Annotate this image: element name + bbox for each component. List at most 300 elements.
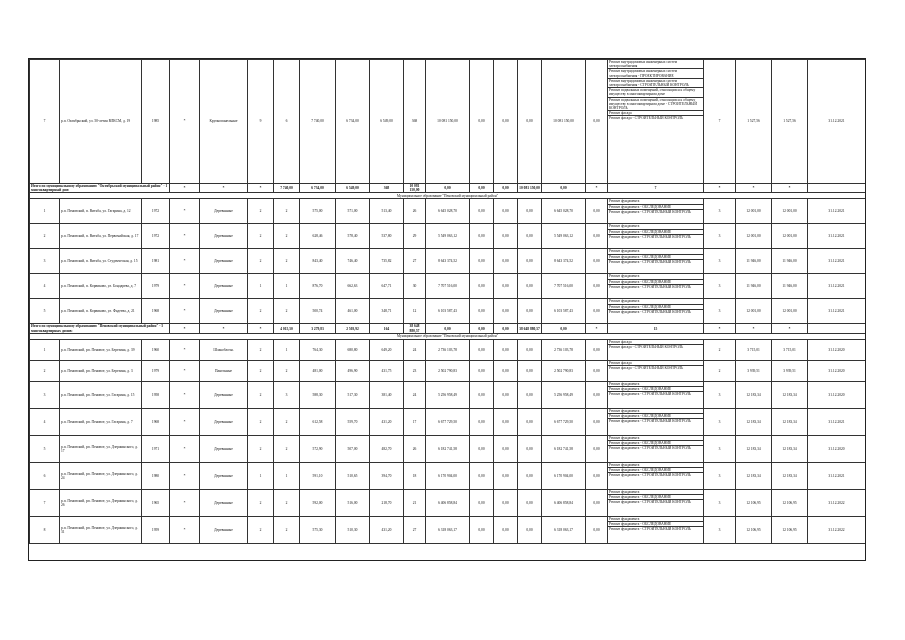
cell-z4: 0,00 [586, 516, 608, 543]
cell-wall: Деревянные [200, 274, 248, 299]
total-e2: * [704, 184, 736, 193]
cell-area3: 394,70 [370, 462, 404, 489]
cell-e1: 7 [704, 60, 736, 184]
cell-people: 21 [404, 489, 426, 516]
cell-area2: 559,70 [336, 408, 370, 435]
cell-c4: * [170, 199, 200, 224]
cell-year: 1979 [142, 360, 170, 381]
total-z4: 0,00 [542, 184, 586, 193]
cell-cost: 5 256 958,49 [426, 381, 470, 408]
cell-area2: 746,40 [336, 249, 370, 274]
cell-z3: 0,00 [518, 60, 542, 184]
works-list [608, 360, 704, 381]
cell-area1: 481,00 [300, 360, 336, 381]
cell-area2: 510,65 [336, 462, 370, 489]
total-cost2: 38 648 880,57 [518, 324, 542, 333]
cell-people: 17 [404, 408, 426, 435]
cell-cost2: 10 081 150,00 [542, 60, 586, 184]
total-w: * [586, 324, 608, 333]
table-row [30, 489, 866, 516]
cell-floors: 2 [248, 408, 274, 435]
work-item: Ремонт фундамента - ОБСЛЕДОВАНИЕ [608, 230, 703, 235]
cell-entr: 1 [274, 339, 300, 360]
works-list [608, 462, 704, 489]
cell-wall: Деревянные [200, 224, 248, 249]
cell-e1: 3 [704, 489, 736, 516]
cell-area1: 628,46 [300, 224, 336, 249]
cell-entr: 6 [274, 60, 300, 184]
cell-e3: 3 715,01 [772, 339, 808, 360]
cell-year: 1972 [142, 199, 170, 224]
cell-e2: 12 001,00 [736, 299, 772, 324]
work-item: Ремонт подвальных помещений, относящихся к общему имуществу в многоквартирном доме - СТРОИТЕЛЬНЫЙ КОНТРОЛЬ [608, 98, 703, 112]
cell-cost2: 6 677 729,50 [542, 408, 586, 435]
cell-floors: 1 [248, 274, 274, 299]
cell-people: 27 [404, 249, 426, 274]
cell-area1: 876,70 [300, 274, 336, 299]
total-e2: * [704, 324, 736, 333]
work-item: Ремонт внутридомовых инженерных систем электроснабжения - СТРОИТЕЛЬНЫЙ КОНТРОЛЬ [608, 79, 703, 88]
cell-floors: 2 [248, 381, 274, 408]
cell-z2: 0,00 [494, 408, 518, 435]
cell-e1: 3 [704, 408, 736, 435]
cell-entr: 2 [274, 489, 300, 516]
cell-e1: 2 [704, 339, 736, 360]
total-e3: * [736, 324, 772, 333]
cell-area1: 575,30 [300, 516, 336, 543]
cell-z2: 0,00 [494, 199, 518, 224]
cell-z4: 0,00 [586, 274, 608, 299]
cell-cost2: 6 645 028,70 [542, 199, 586, 224]
work-item: Ремонт фундамента [608, 299, 703, 304]
works-list [608, 224, 704, 249]
cell-people: 26 [404, 435, 426, 462]
housing-repair-table [29, 59, 866, 544]
work-item: Ремонт фундамента - СТРОИТЕЛЬНЫЙ КОНТРОЛЬ [609, 284, 691, 289]
work-item: Ремонт фундамента - ОБСЛЕДОВАНИЕ [608, 387, 703, 392]
cell-c4: * [170, 462, 200, 489]
cell-z2: 0,00 [494, 381, 518, 408]
cell-e2: 12 106,95 [736, 489, 772, 516]
table-row [30, 60, 866, 184]
cell-wall: Крупнопанельные [200, 60, 248, 184]
cell-z1: 0,00 [470, 224, 494, 249]
cell-z3: 0,00 [518, 360, 542, 381]
work-item: Ремонт фундамента - ОБСЛЕДОВАНИЕ [608, 522, 703, 527]
cell-z3: 0,00 [518, 435, 542, 462]
cell-cost2: 6 406 858,84 [542, 489, 586, 516]
cell-n: 7 [30, 489, 60, 516]
cell-z4: 0,00 [586, 224, 608, 249]
cell-entr: 2 [274, 516, 300, 543]
cell-cost: 10 081 150,00 [426, 60, 470, 184]
cell-address: р.п. Пеновский, рп. Пеновое, ул. Березина, д. 3 [60, 360, 142, 381]
cell-e3: 12 106,95 [772, 489, 808, 516]
cell-area3: 482,70 [370, 435, 404, 462]
cell-z2: 0,00 [494, 339, 518, 360]
cell-c4: * [170, 249, 200, 274]
table-row [30, 462, 866, 489]
cell-cost: 7 707 516,00 [426, 274, 470, 299]
work-item: Ремонт фасада - СТРОИТЕЛЬНЫЙ КОНТРОЛЬ [609, 116, 684, 121]
cell-cost2: 6 182 741,58 [542, 435, 586, 462]
cell-area1: 575,00 [300, 199, 336, 224]
total-area1: 7 740,00 [274, 184, 300, 193]
work-item: Ремонт фундамента - ОБСЛЕДОВАНИЕ [608, 280, 703, 285]
cell-area3: 431,20 [370, 516, 404, 543]
cell-floors: 1 [248, 462, 274, 489]
works-list [608, 516, 704, 543]
cell-z4: 0,00 [586, 299, 608, 324]
cell-cost: 6 406 858,84 [426, 489, 470, 516]
works-list [608, 381, 704, 408]
cell-e2: 12 183,34 [736, 381, 772, 408]
cell-e1: 3 [704, 299, 736, 324]
cell-date: 31.12.2022 [808, 516, 866, 543]
cell-area2: 571,00 [336, 199, 370, 224]
cell-area2: 496,90 [336, 360, 370, 381]
cell-address: р.п. Пеновский, рп. Пеновое, ул. Дзержинского, д. 31 [60, 516, 142, 543]
cell-entr: 2 [274, 435, 300, 462]
cell-e3: 12 001,00 [772, 199, 808, 224]
cell-c4: * [170, 60, 200, 184]
cell-cost2: 8 643 374,52 [542, 249, 586, 274]
cell-e1: 3 [704, 199, 736, 224]
cell-entr: 2 [274, 408, 300, 435]
work-item: Ремонт фундамента - ОБСЛЕДОВАНИЕ [608, 441, 703, 446]
cell-z1: 0,00 [470, 381, 494, 408]
cell-e1: 3 [704, 462, 736, 489]
cell-cost2: 6 318 063,17 [542, 516, 586, 543]
cell-z4: 0,00 [586, 60, 608, 184]
cell-e2: 12 183,34 [736, 408, 772, 435]
cell-area1: 591,10 [300, 462, 336, 489]
cell-address: р.п. Пеновский, п. Витьба, ул. Первомайская, д. 17 [60, 224, 142, 249]
cell-z2: 0,00 [494, 299, 518, 324]
cell-entr: 2 [274, 360, 300, 381]
cell-area1: 500,74 [300, 299, 336, 324]
cell-cost: 5 549 063,12 [426, 224, 470, 249]
cell-people: 24 [404, 381, 426, 408]
works-list [608, 299, 704, 324]
cell-e2: 12 183,34 [736, 435, 772, 462]
total-z4: 0,00 [542, 324, 586, 333]
cell-z4: 0,00 [586, 339, 608, 360]
cell-z4: 0,00 [586, 199, 608, 224]
cell-z2: 0,00 [494, 224, 518, 249]
cell-area2: 510,30 [336, 516, 370, 543]
cell-entr: 3 [274, 381, 300, 408]
cell-people: 26 [404, 199, 426, 224]
work-item: Ремонт фундамента [608, 249, 703, 254]
cell-z1: 0,00 [470, 249, 494, 274]
cell-z1: 0,00 [470, 60, 494, 184]
document-page [28, 58, 866, 561]
cell-e2: 3 715,01 [736, 339, 772, 360]
cell-e2: 11 946,00 [736, 249, 772, 274]
cell-address: р.п. Пеновский, п. Витьба, ул. Студенческая, д. 15 [60, 249, 142, 274]
cell-c4: * [170, 224, 200, 249]
cell-year: 1958 [142, 381, 170, 408]
cell-z4: 0,00 [586, 489, 608, 516]
cell-z3: 0,00 [518, 199, 542, 224]
cell-year: 1965 [142, 489, 170, 516]
cell-e3: 11 946,00 [772, 274, 808, 299]
cell-cost2: 5 256 958,49 [542, 381, 586, 408]
total-area3: 6 549,00 [336, 184, 370, 193]
cell-z1: 0,00 [470, 339, 494, 360]
cell-area3: 735,82 [370, 249, 404, 274]
cell-address: р.п. Пеновский, рп. Пеновое, ул. Дзержинского, д. 26 [60, 489, 142, 516]
total-e3: * [736, 184, 772, 193]
work-item: Ремонт фундамента - СТРОИТЕЛЬНЫЙ КОНТРОЛЬ [609, 234, 691, 239]
cell-z3: 0,00 [518, 489, 542, 516]
cell-n: 5 [30, 299, 60, 324]
work-item: Ремонт фундамента - СТРОИТЕЛЬНЫЙ КОНТРОЛЬ [609, 309, 691, 314]
cell-entr: 1 [274, 462, 300, 489]
cell-z2: 0,00 [494, 274, 518, 299]
cell-cost2: 6 103 587,43 [542, 299, 586, 324]
total-date: * [772, 184, 808, 193]
cell-date: 31.12.2020 [808, 435, 866, 462]
cell-cost: 6 677 729,50 [426, 408, 470, 435]
cell-e1: 3 [704, 516, 736, 543]
work-item: Ремонт фундамента - ОБСЛЕДОВАНИЕ [608, 468, 703, 473]
cell-z4: 0,00 [586, 360, 608, 381]
cell-cost: 6 645 028,70 [426, 199, 470, 224]
work-item: Ремонт внутридомовых инженерных систем электроснабжения - ПРОЕКТИРОВАНИЕ [608, 69, 703, 78]
cell-e2: 11 946,00 [736, 274, 772, 299]
municipality-title: Муниципальное образование "Пеновский муниципальный район" [30, 333, 866, 339]
cell-entr: 2 [274, 299, 300, 324]
work-item: Ремонт фундамента [608, 199, 703, 204]
total-area2: 3 279,83 [300, 324, 336, 333]
cell-e3: 12 183,34 [772, 381, 808, 408]
total-c4: * [200, 324, 248, 333]
work-item: Ремонт внутридомовых инженерных систем электроснабжения [608, 60, 703, 69]
cell-area2: 6 734,00 [336, 60, 370, 184]
total-z3: 0,00 [494, 184, 518, 193]
total-z1: 0,00 [426, 184, 470, 193]
work-item: Ремонт подвальных помещений, относящихся к общему имуществу в многоквартирном доме [608, 88, 703, 97]
cell-z2: 0,00 [494, 249, 518, 274]
total-row [30, 324, 866, 333]
cell-date: 31.12.2021 [808, 299, 866, 324]
cell-year: 1980 [142, 462, 170, 489]
cell-wall: Деревянные [200, 199, 248, 224]
cell-z1: 0,00 [470, 516, 494, 543]
cell-area3: 537,80 [370, 224, 404, 249]
cell-z4: 0,00 [586, 381, 608, 408]
total-people: 368 [370, 184, 404, 193]
cell-wall: Деревянные [200, 249, 248, 274]
total-label: Итого по муниципальному образованию "Пеновский муниципальный район" - 5 многоквартирных домов: [30, 324, 170, 333]
work-item: Ремонт фундамента - ОБСЛЕДОВАНИЕ [608, 414, 703, 419]
total-area1: 4 015,50 [274, 324, 300, 333]
cell-c4: * [170, 339, 200, 360]
cell-z4: 0,00 [586, 249, 608, 274]
cell-floors: 2 [248, 339, 274, 360]
cell-area1: 764,30 [300, 339, 336, 360]
work-item: Ремонт фасада [608, 361, 703, 366]
cell-area2: 517,30 [336, 381, 370, 408]
cell-wall: Деревянные [200, 435, 248, 462]
cell-area3: 647,71 [370, 274, 404, 299]
cell-n: 5 [30, 435, 60, 462]
cell-e3: 11 946,00 [772, 249, 808, 274]
cell-z4: 0,00 [586, 462, 608, 489]
total-c5: * [248, 324, 274, 333]
cell-n: 8 [30, 516, 60, 543]
work-item: Ремонт фундамента - СТРОИТЕЛЬНЫЙ КОНТРОЛЬ [609, 419, 691, 424]
cell-z2: 0,00 [494, 60, 518, 184]
cell-people: 29 [404, 224, 426, 249]
cell-z2: 0,00 [494, 489, 518, 516]
cell-address: р.п. Пеновский, рп. Пеновое, ул. Березина, д. 39 [60, 339, 142, 360]
work-item: Ремонт фундамента [608, 517, 703, 522]
cell-cost: 6 170 904,00 [426, 462, 470, 489]
cell-area3: 348,71 [370, 299, 404, 324]
total-date: * [772, 324, 808, 333]
total-c5: * [248, 184, 274, 193]
cell-floors: 2 [248, 489, 274, 516]
cell-e1: 3 [704, 381, 736, 408]
work-item: Ремонт фундамента [608, 224, 703, 229]
cell-area2: 516,00 [336, 489, 370, 516]
cell-date: 31.12.2021 [808, 199, 866, 224]
total-e1: 7 [608, 184, 704, 193]
total-area2: 6 734,00 [300, 184, 336, 193]
cell-wall: Деревянные [200, 299, 248, 324]
cell-c4: * [170, 381, 200, 408]
work-item: Ремонт фундамента - ОБСЛЕДОВАНИЕ [608, 305, 703, 310]
cell-wall: Деревянные [200, 489, 248, 516]
cell-z3: 0,00 [518, 408, 542, 435]
cell-entr: 2 [274, 249, 300, 274]
cell-z2: 0,00 [494, 360, 518, 381]
work-item: Ремонт фундамента - ОБСЛЕДОВАНИЕ [608, 255, 703, 260]
cell-wall: Панельные [200, 360, 248, 381]
table-row [30, 274, 866, 299]
work-item: Ремонт фундамента [608, 490, 703, 495]
table-row [30, 249, 866, 274]
table-row [30, 199, 866, 224]
cell-cost2: 5 549 063,12 [542, 224, 586, 249]
cell-cost2: 2 502 790,83 [542, 360, 586, 381]
cell-e3: 12 183,34 [772, 408, 808, 435]
cell-c4: * [170, 408, 200, 435]
cell-c4: * [170, 435, 200, 462]
cell-n: 2 [30, 224, 60, 249]
cell-cost: 2 502 790,83 [426, 360, 470, 381]
cell-floors: 2 [248, 516, 274, 543]
works-list [608, 435, 704, 462]
cell-date: 31.12.2020 [808, 381, 866, 408]
cell-people: 24 [404, 339, 426, 360]
works-list [608, 274, 704, 299]
cell-cost: 2 736 103,78 [426, 339, 470, 360]
cell-area1: 572,90 [300, 435, 336, 462]
cell-e2: 12 001,00 [736, 199, 772, 224]
cell-wall: Деревянные [200, 516, 248, 543]
cell-people: 23 [404, 360, 426, 381]
cell-area1: 592,00 [300, 489, 336, 516]
cell-area1: 843,40 [300, 249, 336, 274]
cell-n: 3 [30, 249, 60, 274]
cell-e1: 3 [704, 249, 736, 274]
total-label: Итого по муниципальному образованию "Октябрьский муниципальный район" - 1 многоквартирный дом: [30, 184, 170, 193]
cell-date: 31.12.2021 [808, 462, 866, 489]
work-item: Ремонт фундамента [608, 463, 703, 468]
cell-year: 1960 [142, 339, 170, 360]
municipality-title: Муниципальное образование "Пеновский муниципальный район" [30, 193, 866, 199]
cell-z4: 0,00 [586, 435, 608, 462]
cell-n: 4 [30, 408, 60, 435]
cell-year: 1972 [142, 224, 170, 249]
work-item: Ремонт фундамента [608, 274, 703, 279]
cell-z2: 0,00 [494, 516, 518, 543]
work-item: Ремонт фундамента - ОБСЛЕДОВАНИЕ [608, 495, 703, 500]
cell-c4: * [170, 489, 200, 516]
cell-e1: 3 [704, 274, 736, 299]
cell-e1: 3 [704, 435, 736, 462]
cell-z4: 0,00 [586, 408, 608, 435]
table-body [30, 60, 866, 544]
cell-area3: 431,75 [370, 360, 404, 381]
cell-area3: 649,20 [370, 339, 404, 360]
cell-year: 1971 [142, 435, 170, 462]
cell-e2: 12 001,00 [736, 224, 772, 249]
cell-n: 1 [30, 339, 60, 360]
cell-z3: 0,00 [518, 249, 542, 274]
work-item: Ремонт фасада - СТРОИТЕЛЬНЫЙ КОНТРОЛЬ [609, 366, 684, 371]
total-z2: 0,00 [470, 184, 494, 193]
total-people: 164 [370, 324, 404, 333]
cell-address: р.п. Пеновский, рп. Пеновое, ул. Дзержинского, д. 17 [60, 435, 142, 462]
cell-z1: 0,00 [470, 408, 494, 435]
work-item: Ремонт фундамента [608, 436, 703, 441]
cell-people: 12 [404, 299, 426, 324]
cell-people: 27 [404, 516, 426, 543]
total-cost: 10 081 150,00 [404, 184, 426, 193]
cell-area3: 513,40 [370, 199, 404, 224]
cell-cost: 6 182 741,58 [426, 435, 470, 462]
work-item: Ремонт фундамента - СТРОИТЕЛЬНЫЙ КОНТРОЛЬ [609, 209, 691, 214]
cell-n: 1 [30, 199, 60, 224]
cell-year: 1985 [142, 60, 170, 184]
cell-c4: * [170, 516, 200, 543]
cell-address: р.п. Пеновский, п. Корвиково, ул. Фадеева, д. 21 [60, 299, 142, 324]
work-item: Ремонт фасада [608, 340, 703, 345]
cell-z3: 0,00 [518, 339, 542, 360]
cell-z1: 0,00 [470, 435, 494, 462]
cell-floors: 9 [248, 60, 274, 184]
cell-entr: 2 [274, 224, 300, 249]
total-z3: 0,00 [494, 324, 518, 333]
cell-area1: 612,58 [300, 408, 336, 435]
cell-e3: 12 106,95 [772, 516, 808, 543]
cell-c4: * [170, 274, 200, 299]
cell-cost: 6 318 063,17 [426, 516, 470, 543]
cell-cost2: 7 707 516,00 [542, 274, 586, 299]
cell-n: 7 [30, 60, 60, 184]
cell-floors: 2 [248, 299, 274, 324]
table-row [30, 224, 866, 249]
cell-wall: Шлакоблочн. [200, 339, 248, 360]
cell-date: 31.12.2021 [808, 274, 866, 299]
cell-z3: 0,00 [518, 516, 542, 543]
work-item: Ремонт фундамента - СТРОИТЕЛЬНЫЙ КОНТРОЛЬ [609, 392, 691, 397]
